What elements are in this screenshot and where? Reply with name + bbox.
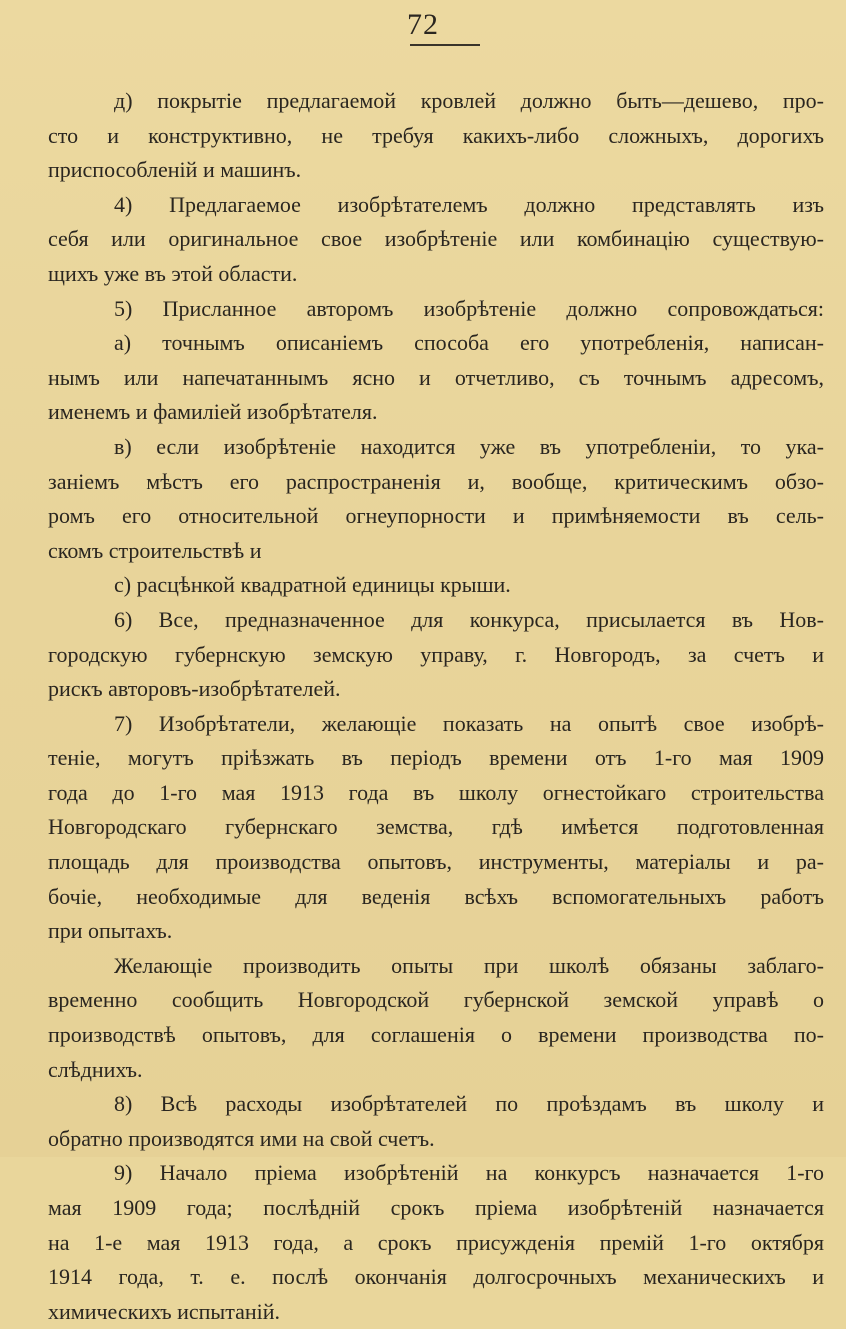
text-line: Новгородскаго губернскаго земства, гдѣ имѣется подготовленная <box>48 814 824 840</box>
text-line: в) если изобрѣтеніе находится уже въ употребленіи, то ука- <box>114 433 824 459</box>
text-line: на 1-е мая 1913 года, а срокъ присужденія премій 1-го октября <box>48 1229 824 1255</box>
text-line: временно сообщить Новгородской губернской земской управѣ о <box>48 987 824 1013</box>
text-line: 4) Предлагаемое изобрѣтателемъ должно представлять изъ <box>114 191 824 217</box>
text-line: 8) Всѣ расходы изобрѣтателей по проѣздамъ въ школу и <box>114 1091 824 1117</box>
text-line: мая 1909 года; послѣдній срокъ пріема изобрѣтеній назначается <box>48 1195 824 1220</box>
text-line: рискъ авторовъ-изобрѣтателей. <box>48 676 341 702</box>
text-line: 5) Присланное авторомъ изобрѣтеніе должно сопровождаться: <box>114 295 824 321</box>
text-line: щихъ уже въ этой области. <box>48 260 298 286</box>
text-line: теніе, могутъ пріѣзжать въ періодъ времени отъ 1-го мая 1909 <box>48 745 824 771</box>
text-line: года до 1-го мая 1913 года въ школу огнестойкаго строительства <box>48 779 824 805</box>
text-line: городскую губернскую земскую управу, г. Новгородъ, за счетъ и <box>48 641 824 667</box>
text-line: д) покрытіе предлагаемой кровлей должно быть—дешево, про- <box>114 88 824 113</box>
text-line: ромъ его относительной огнеупорности и примѣняемости въ сель- <box>48 503 824 529</box>
text-line: скомъ строительствѣ и <box>48 537 262 563</box>
text-line: с) расцѣнкой квадратной единицы крыши. <box>114 572 511 598</box>
text-line: нымъ или напечатаннымъ ясно и отчетливо, съ точнымъ адресомъ, <box>48 364 824 390</box>
text-line: заніемъ мѣстъ его распространенія и, вообще, критическимъ обзо- <box>48 468 824 494</box>
text-line: 9) Начало пріема изобрѣтеній на конкурсъ назначается 1-го <box>114 1160 824 1186</box>
text-line: а) точнымъ описаніемъ способа его употребленія, написан- <box>114 330 824 356</box>
text-line: площадь для производства опытовъ, инструменты, матеріалы и ра- <box>48 849 824 875</box>
text-line: обратно производятся ими на свой счетъ. <box>48 1125 435 1151</box>
text-line: Желающіе производить опыты при школѣ обязаны заблаго- <box>114 952 824 978</box>
text-line: 6) Все, предназначенное для конкурса, присылается въ Нов- <box>114 606 824 632</box>
text-line: именемъ и фамиліей изобрѣтателя. <box>48 399 378 425</box>
text-line: химическихъ испытаній. <box>48 1298 281 1324</box>
text-line: 1914 года, т. е. послѣ окончанія долгосрочныхъ механическихъ и <box>48 1264 824 1290</box>
text-line: бочіе, необходимые для веденія всѣхъ вспомогательныхъ работъ <box>48 883 824 909</box>
text-line: сто и конструктивно, не требуя какихъ-либо сложныхъ, дорогихъ <box>48 122 824 148</box>
text-line: производствѣ опытовъ, для соглашенія о времени производства по- <box>48 1022 824 1048</box>
text-line: слѣднихъ. <box>48 1056 143 1082</box>
page-body-text <box>48 84 824 1329</box>
page-number-underline <box>410 44 480 46</box>
text-line: при опытахъ. <box>48 918 173 944</box>
text-line: себя или оригинальное свое изобрѣтеніе или комбинацію существую- <box>48 226 824 252</box>
text-line: приспособленій и машинъ. <box>48 157 302 183</box>
page-number: 72 <box>407 8 439 41</box>
text-line: 7) Изобрѣтатели, желающіе показать на опытѣ свое изобрѣ- <box>114 710 824 736</box>
